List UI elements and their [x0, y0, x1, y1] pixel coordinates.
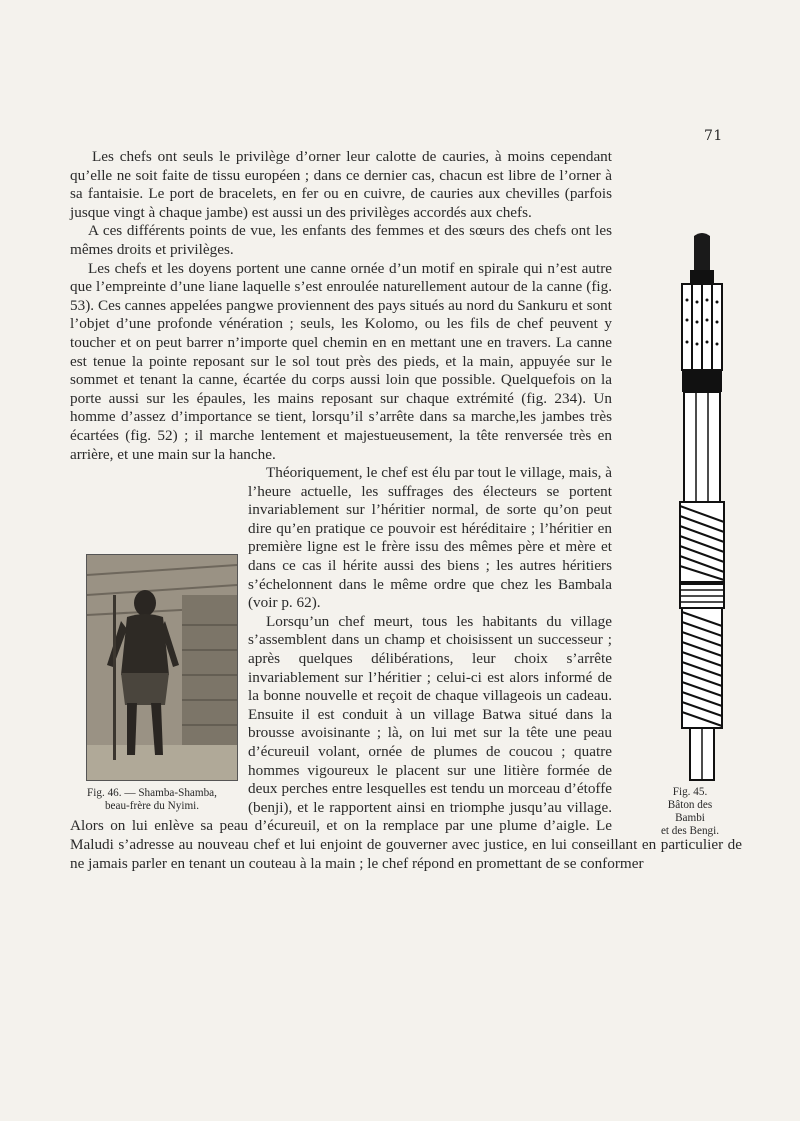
page-number: 71: [704, 128, 723, 144]
cane-drawing: [672, 230, 732, 782]
figure-46-caption: [66, 787, 238, 813]
figure-46-caption-line2: beau-frère du Nyimi.: [104, 800, 200, 813]
body-text: [70, 148, 742, 873]
paragraph-1: Les chefs ont seuls le privilège d’orner leur calotte de cauries, à moins cependant qu’elle ne soit faite de tissu européen ; dans ce dernier cas, chacun est libre de l’orner à sa fantaisie. Le port de bracelets, en fer ou en cuivre, de cauries aux chevilles (parfois jusque vingt à chaque jambe) est aussi un des privilèges accordés aux chefs.: [70, 148, 612, 221]
figure-45-caption: [636, 786, 744, 838]
paragraph-4: Théoriquement, le chef est élu par tout le village, mais, à l’heure actuelle, les suffrages des électeurs se portent invariablement sur l’héritier normal, de sorte qu’on peut dire qu’en pratique ce pouvoir est héréditaire ; l’héritier en première ligne est le frère issu des mêmes père et mère et dans ce cas il hérite aussi des biens ; les autres héritiers s’échelonnent dans le même ordre que chez les Bambala (voir p. 62).: [248, 464, 612, 612]
paragraph-3: Les chefs et les doyens portent une canne ornée d’un motif en spirale qui n’est autre que l’empreinte d’une liane laquelle s’est enroulée naturellement autour de la canne (fig. 53). Ces cannes appelées pangwe proviennent des pays situés au nord du Sankuru et sont l’objet d’une profonde vénération ; seuls, les Kolomo, ou les fils de chef peuvent y toucher et on peut barrer n’importe quel chemin en en mettant une en travers. La canne est tenue la pointe reposant sur le sol tout près des pieds, et la main, appuyée sur le sommet et tenant la canne, écartée du corps aussi loin que possible. Quelquefois on la porte aussi sur les épaules, les mains reposant sur chaque extrémité (fig. 234). Un homme d’assez d’importance se tient, lorsqu’il s’arrête dans sa marche,les jambes très écartées (fig. 52) ; il marche lentement et majestueusement, la tête renversée très en arrière, et une main sur la hanche.: [70, 259, 612, 463]
figure-45-caption-line1: Bâton des: [667, 799, 713, 811]
photo-drawing: [87, 555, 237, 780]
figure-45-caption-line3: et des Bengi.: [660, 825, 720, 837]
figure-45: [626, 230, 744, 837]
figure-46-caption-line1: Fig. 46. — Shamba-Shamba,: [87, 787, 217, 800]
figure-45-caption-line2: Bambi: [675, 812, 705, 824]
cane-illustration: [672, 230, 732, 782]
figure-45-label: Fig. 45.: [672, 786, 708, 798]
paragraph-5: Lorsqu’un chef meurt, tous les habitants du village s’assemblent dans un champ et choisissent un successeur ; après quelques délibérations, leur choix s’arrête invariablement sur l’héritier ; celui-ci est alors informé de la bonne nouvelle et reçoit de chaque villageois un cadeau. Ensuite il est conduit à un village Batwa situé dans la brousse avoisinante ; là, on lui met sur la tête une peau d’écureuil volant, ornée de plumes de coucou ; quatre hommes vigoureux le placent sur une litière formée de deux perches entre lesquelles est tendu un morceau d’étoffe (benji), et le rapportent ainsi en triomphe jusqu’au village. Alors on lui enlève sa peau d’écureuil, et on la remplace par une plume d’aigle. Le Maludi s’adresse au nouveau chef et lui enjoint de gouverner avec justice, en lui conseillant en particulier de ne jamais parler en tenant un couteau à la main ; le chef répond en promettant de se conformer: [70, 612, 742, 872]
figure-46: [66, 554, 238, 814]
paragraph-2: A ces différents points de vue, les enfants des femmes et des sœurs des chefs ont les mêmes droits et privilèges.: [70, 222, 612, 258]
photo-shamba-shamba: [86, 554, 238, 781]
